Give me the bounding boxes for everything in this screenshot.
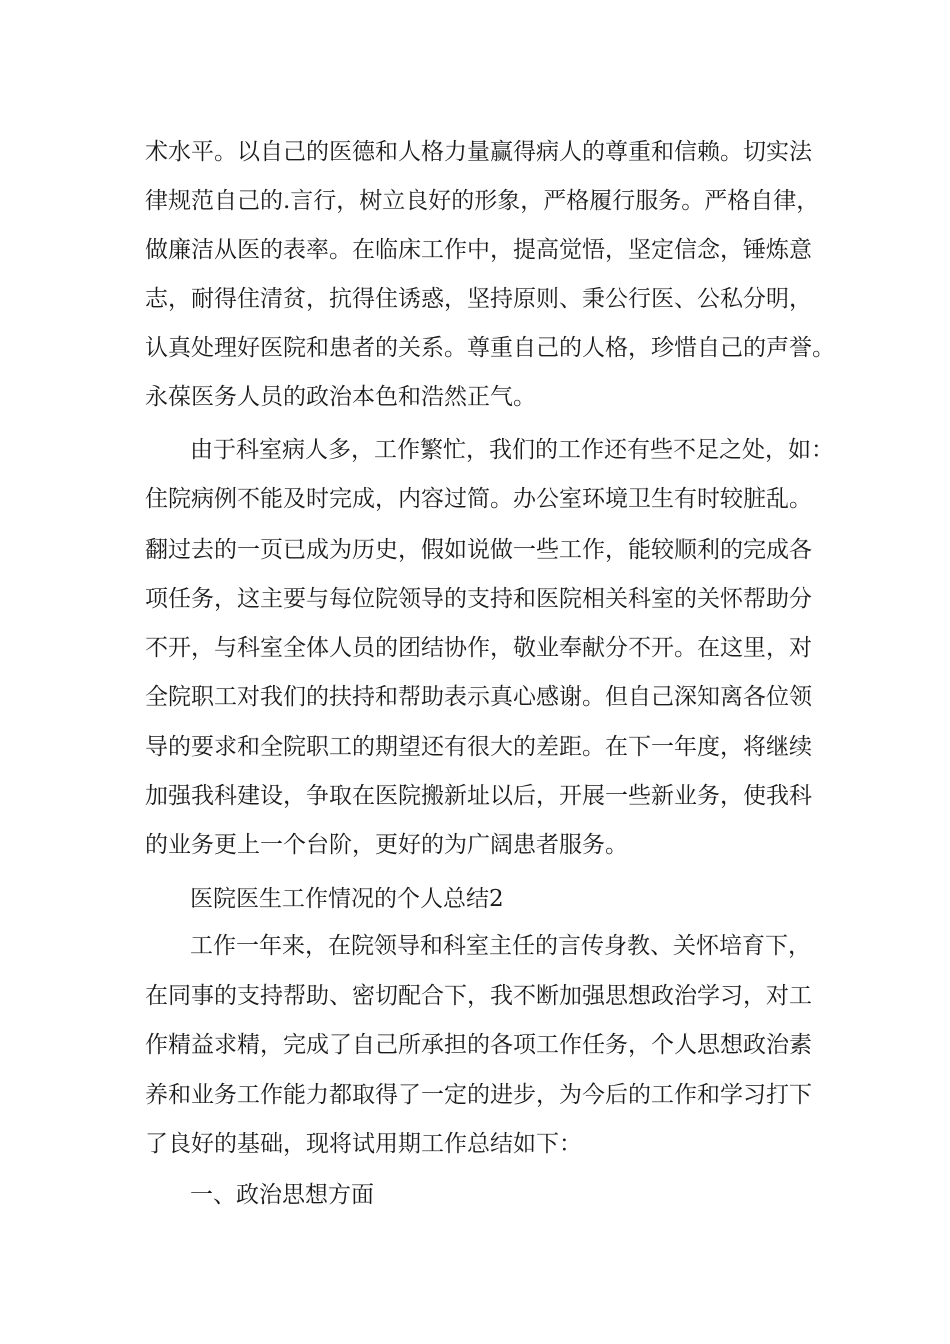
text-line: 全院职工对我们的扶持和帮助表示真心感谢。但自己深知离各位领 — [145, 684, 812, 710]
text-line: 了良好的基础，现将试用期工作总结如下： — [145, 1131, 582, 1157]
text-line: 养和业务工作能力都取得了一定的进步，为今后的工作和学习打下 — [145, 1082, 812, 1108]
text-line: 术水平。以自己的医德和人格力量赢得病人的尊重和信赖。切实法 — [145, 139, 812, 165]
paragraph-first-line: 工作一年来，在院领导和科室主任的言传身教、关怀培育下， — [190, 933, 811, 959]
text-line: 项任务，这主要与每位院领导的支持和医院相关科室的关怀帮助分 — [145, 586, 812, 612]
section-heading: 医院医生工作情况的个人总结2 — [190, 886, 504, 912]
text-line: 作精益求精，完成了自己所承担的各项工作任务，个人思想政治素 — [145, 1032, 812, 1058]
text-line: 志，耐得住清贫，抗得住诱惑，坚持原则、秉公行医、公私分明， — [145, 286, 812, 312]
text-line: 的业务更上一个台阶，更好的为广阔患者服务。 — [145, 832, 628, 858]
section-heading: 一、政治思想方面 — [190, 1182, 374, 1208]
text-line: 住院病例不能及时完成，内容过简。办公室环境卫生有时较脏乱。 — [145, 486, 812, 512]
text-line: 导的要求和全院职工的期望还有很大的差距。在下一年度，将继续 — [145, 734, 812, 760]
text-line: 不开，与科室全体人员的团结协作，敬业奉献分不开。在这里，对 — [145, 635, 812, 661]
text-line: 永葆医务人员的政治本色和浩然正气。 — [145, 384, 536, 410]
text-line: 在同事的支持帮助、密切配合下，我不断加强思想政治学习，对工 — [145, 983, 812, 1009]
text-line: 加强我科建设，争取在医院搬新址以后，开展一些新业务，使我科 — [145, 783, 812, 809]
paragraph-first-line: 由于科室病人多，工作繁忙，我们的工作还有些不足之处，如： — [190, 437, 834, 463]
text-line: 做廉洁从医的表率。在临床工作中，提高觉悟，坚定信念，锤炼意 — [145, 237, 812, 263]
text-line: 律规范自己的.言行，树立良好的形象，严格履行服务。严格自律， — [145, 188, 820, 214]
text-line: 翻过去的一页已成为历史，假如说做一些工作，能较顺利的完成各 — [145, 537, 812, 563]
text-line: 认真处理好医院和患者的关系。尊重自己的人格，珍惜自己的声誉。 — [145, 335, 835, 361]
